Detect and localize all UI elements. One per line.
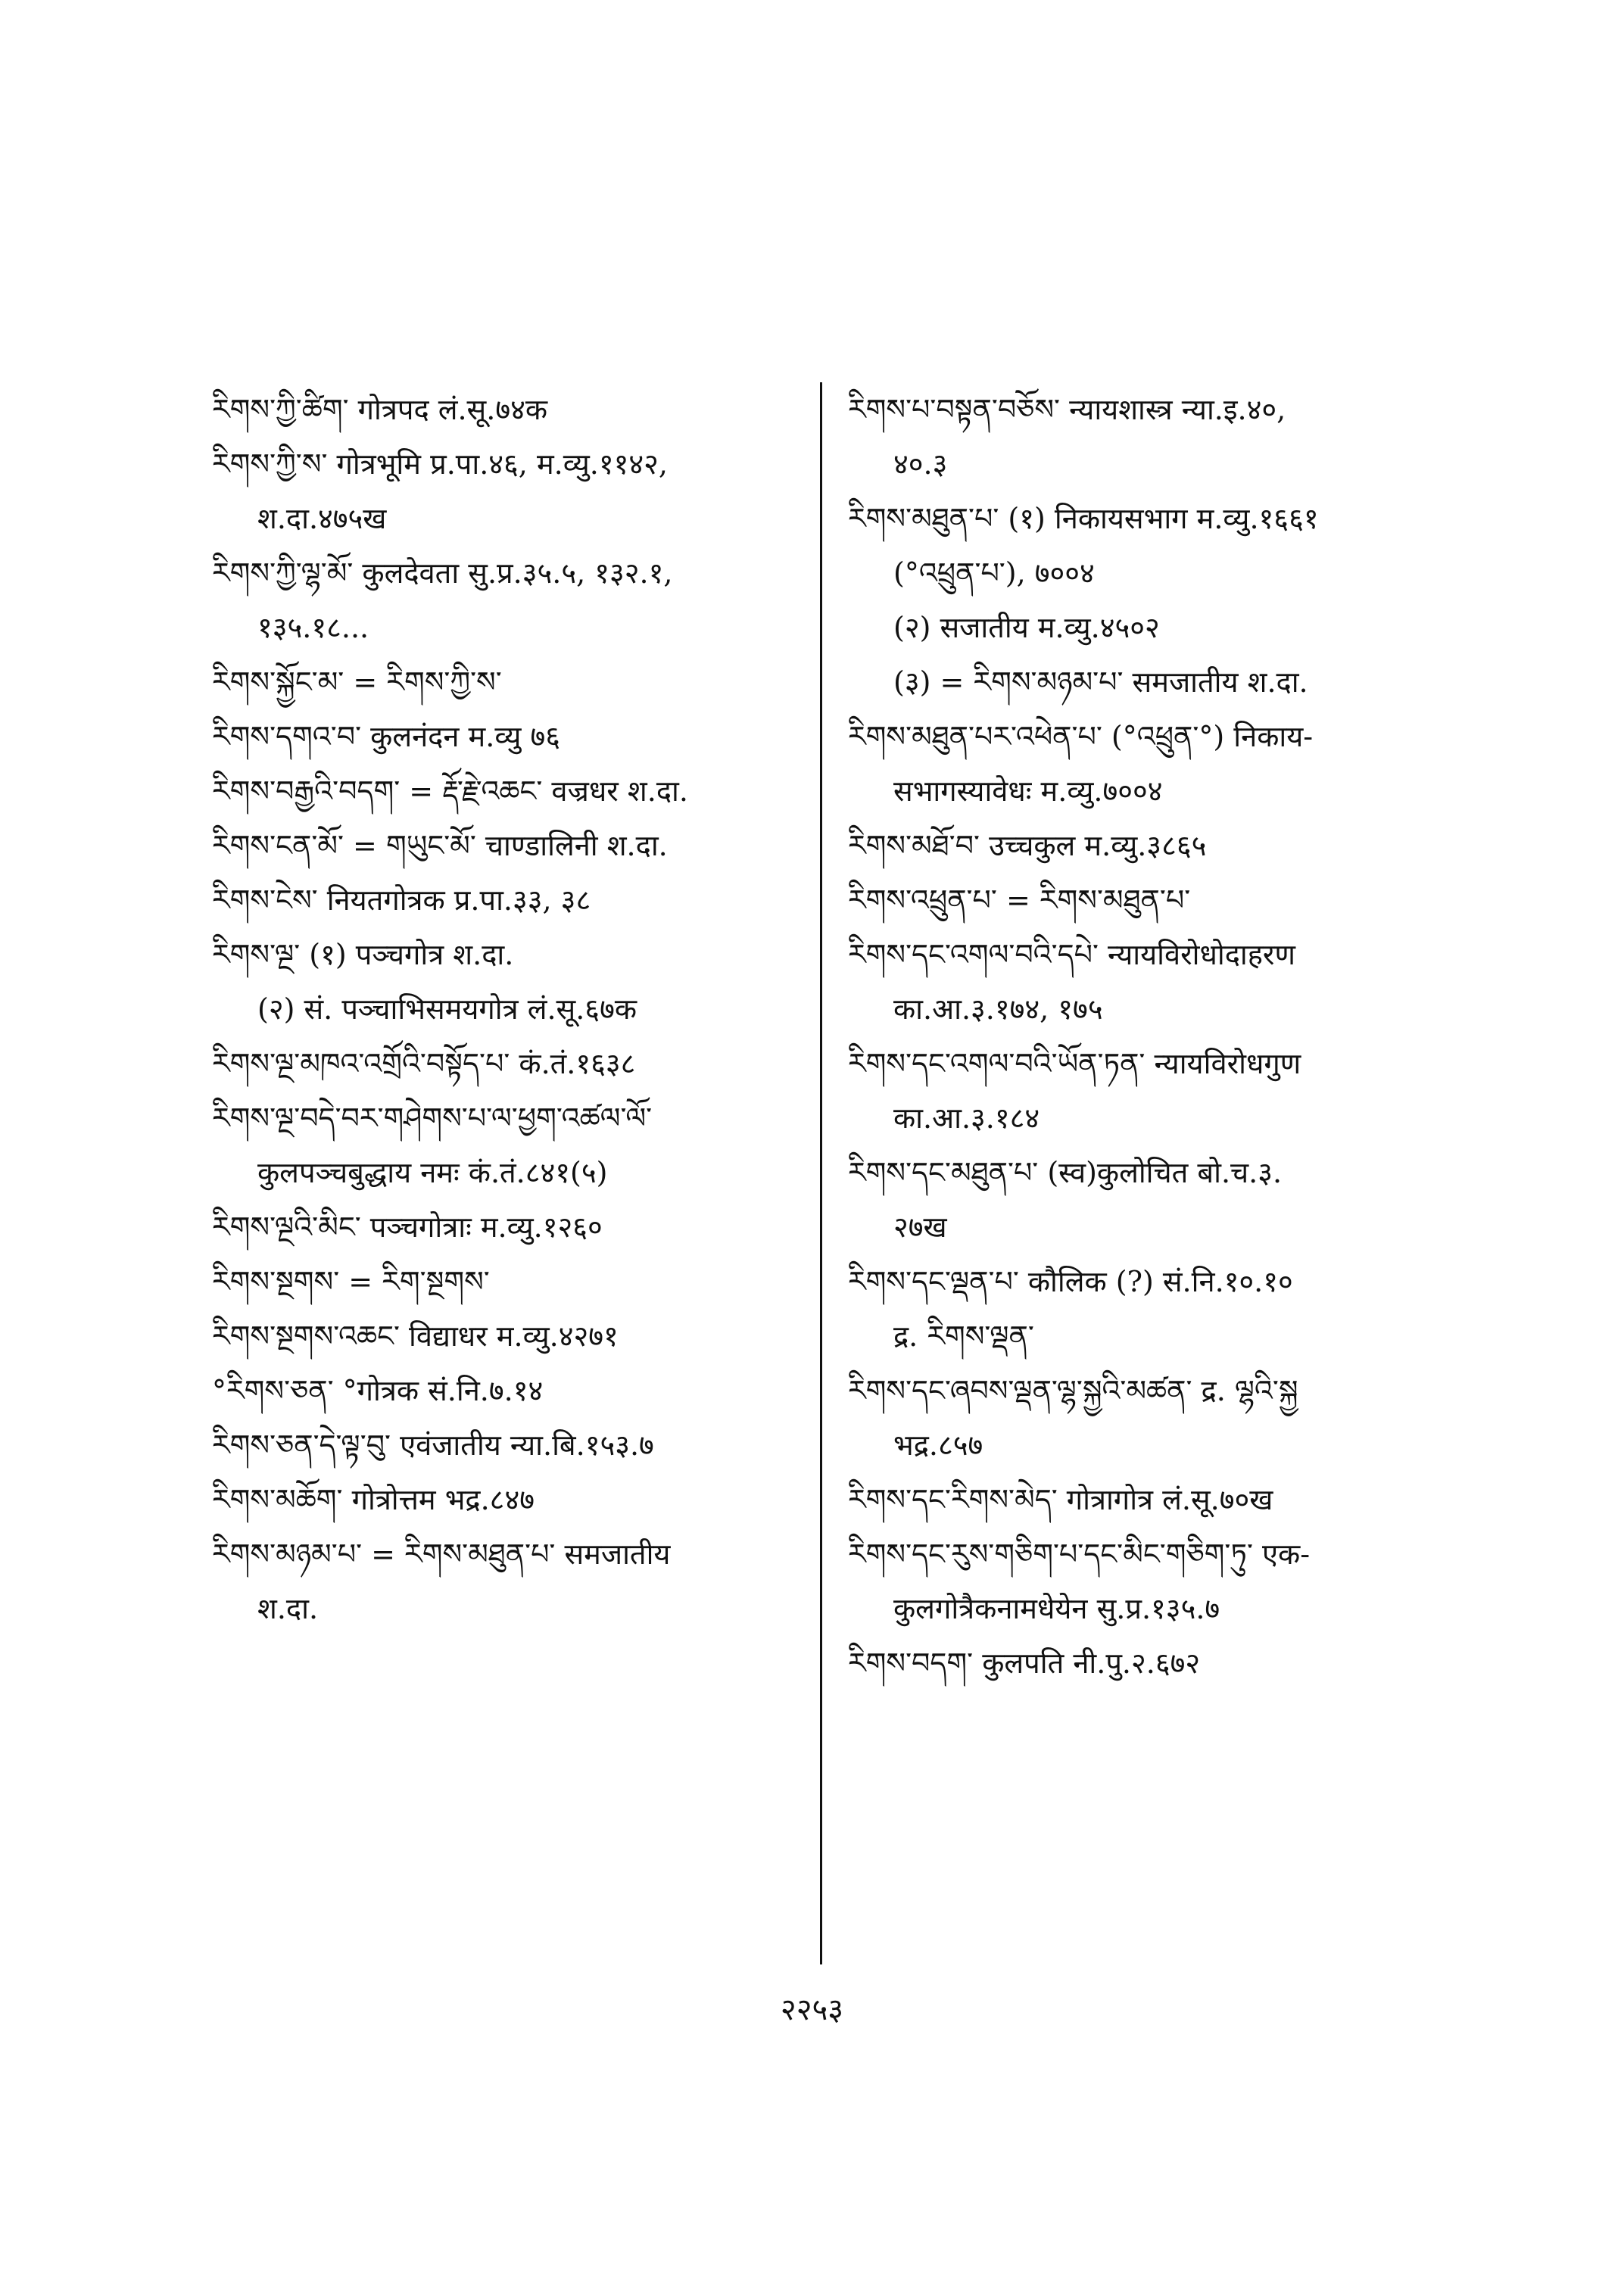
entry: ཪིགས་མཐོ་བ་ उच्चकुल म.व्यु.३८६५	[848, 829, 1207, 862]
entry: ཪིགས་སྔགས་འཆང་ विद्याधर म.व्यु.४२७१	[212, 1319, 619, 1353]
entry-continuation: १३५.१८...	[257, 611, 369, 644]
entry-continuation: भद्र.८५७	[893, 1428, 983, 1462]
entry-continuation: कुलगोत्रैकनामधेयेन सु.प्र.१३५.७	[893, 1592, 1220, 1625]
entry: ཪིགས་དང་ལྡན་པ་ कौलिक (?) सं.नि.१०.१०	[848, 1265, 1293, 1298]
entry: ཪིགས་ལྔའི་མིང་ पञ्चगोत्राः म.व्यु.१२६०	[212, 1210, 603, 1244]
entry-continuation: द्र. ཪིགས་ལྡན་	[893, 1319, 1034, 1353]
entry: ཪིགས་ཀྱི་ལྷ་མོ་ कुलदेवता सु.प्र.३५.५, १३२.१,	[212, 556, 673, 590]
entry-continuation: (°འཕྲུན་པ་), ७००४	[893, 556, 1095, 590]
entry: ཪིགས་འཕྲུན་པ་ = ཪིགས་མཐུན་པ་	[848, 883, 1191, 917]
entry: °ཪིགས་ཅན་ °गोत्रक सं.नि.७.१४	[212, 1374, 544, 1407]
entry-continuation: ४०.३	[893, 447, 948, 481]
entry-continuation: (२) सं. पञ्चाभिसमयगोत्र लं.सू.६७क	[257, 992, 637, 1026]
entry: ཪིགས་ལྔ་མཁའ་འགྲོའི་བསྟོད་པ་ कं.तं.१६३८	[212, 1047, 636, 1080]
left-column	[212, 382, 810, 1636]
entry: ཪིགས་ཅན་དེ་ལྟ་བུ་ एवंजातीय न्या.बि.१५३.७	[212, 1428, 654, 1462]
entry-continuation: कुलपञ्चबुद्धाय नमः कं.तं.८४१(५)	[257, 1156, 608, 1189]
entry: ཪིགས་ལྔ་བདེ་བར་གཤེགས་པ་ལ་ཕྱག་འཚལ་ལོ་	[212, 1101, 653, 1135]
entry: ཪིགས་ངན་མོ་ = གཡུང་མོ་ चाण्डालिनी श.दा.	[212, 829, 668, 862]
entry-continuation: २७ख	[893, 1210, 947, 1244]
entry: ཪིགས་ཀྱི་ཚིག་ गोत्रपद लं.सू.७४क	[212, 393, 548, 426]
entry: ཪིགས་བདག་ कुलपति नी.पु.२.६७२	[848, 1647, 1201, 1680]
entry-continuation: सभागस्यावेधः म.व्यु.७००४	[893, 774, 1163, 808]
entry: ཪིགས་དང་འགལ་བའི་དཔེ་ न्यायविरोधोदाहरण	[848, 938, 1295, 971]
entry: ཪིགས་དང་ཞབས་ལྡན་ལྷ་སྐྱའི་མཚན་ द्र. ལྷའི་སྐྱ	[848, 1374, 1298, 1407]
entry: ཪིགས་མཆོག་ गोत्रोत्तम भद्र.८४७	[212, 1483, 535, 1516]
entry: ཪིགས་སྔགས་ = རིག་སྔགས་	[212, 1265, 490, 1298]
entry: ཪིགས་ཀྱི་ས་ गोत्रभूमि प्र.पा.४६, म.व्यु.११४२,	[212, 447, 668, 481]
entry: ཪིགས་དང་མཐུན་པ་ (स्व)कुलोचित बो.च.३.	[848, 1156, 1283, 1189]
entry: ཪིགས་སྐྱོང་མ་ = ཪིགས་ཀྱི་ས་	[212, 665, 502, 699]
entry: ཪིགས་ལྔ་ (१) पञ्चगोत्र श.दा.	[212, 938, 514, 971]
entry: ཪིགས་ངེས་ नियतगोत्रक प्र.पा.३३, ३८	[212, 883, 591, 917]
entry-continuation: श.दा.४७५ख	[257, 502, 387, 535]
entry: ཪིགས་མཐུན་པར་འཕེན་པ་ (°འཕྲུན་°) निकाय-	[848, 720, 1314, 753]
entry: ཪིགས་མཉམ་པ་ = ཪིགས་མཐུན་པ་ समजातीय	[212, 1537, 671, 1571]
entry-continuation: श.दा.	[257, 1592, 319, 1625]
entry-continuation: का.आ.३.१७४, १७५	[893, 992, 1103, 1026]
entry-continuation: का.आ.३.१८४	[893, 1101, 1040, 1135]
right-column	[848, 382, 1469, 1690]
entry: ཪིགས་དང་རུས་གཅིག་པ་དང་མིང་གཅིག་ཏུ་ एक-	[848, 1537, 1311, 1571]
entry: ཪིགས་དགའ་བ་ कुलनंदन म.व्यु ७६	[212, 720, 560, 753]
entry: ཪིགས་དང་ཪིགས་མེད་ गोत्रागोत्र लं.सू.७०ख	[848, 1483, 1273, 1516]
entry: ཪིགས་དང་འགལ་བའི་ཡོན་ཏན་ न्यायविरोधगुण	[848, 1047, 1301, 1080]
entry-continuation: (३) = ཪིགས་མཉམ་པ་ समजातीय श.दा.	[893, 665, 1308, 699]
entry: ཪིགས་མཐུན་པ་ (१) निकायसभाग म.व्यु.१६६१	[848, 502, 1319, 535]
page-number: २२५३	[780, 1992, 844, 2027]
entry: ཪིགས་པ་བསྟན་བཅོས་ न्यायशास्त्र न्या.इ.४०,	[848, 393, 1286, 426]
entry: ཪིགས་བརྒྱའི་བདག་ = རྡོ་རྗེ་འཆང་ वज्रधर श.दा.	[212, 774, 688, 808]
column-divider	[820, 382, 822, 1964]
entry-continuation: (२) सजातीय म.व्यु.४५०२	[893, 611, 1160, 644]
